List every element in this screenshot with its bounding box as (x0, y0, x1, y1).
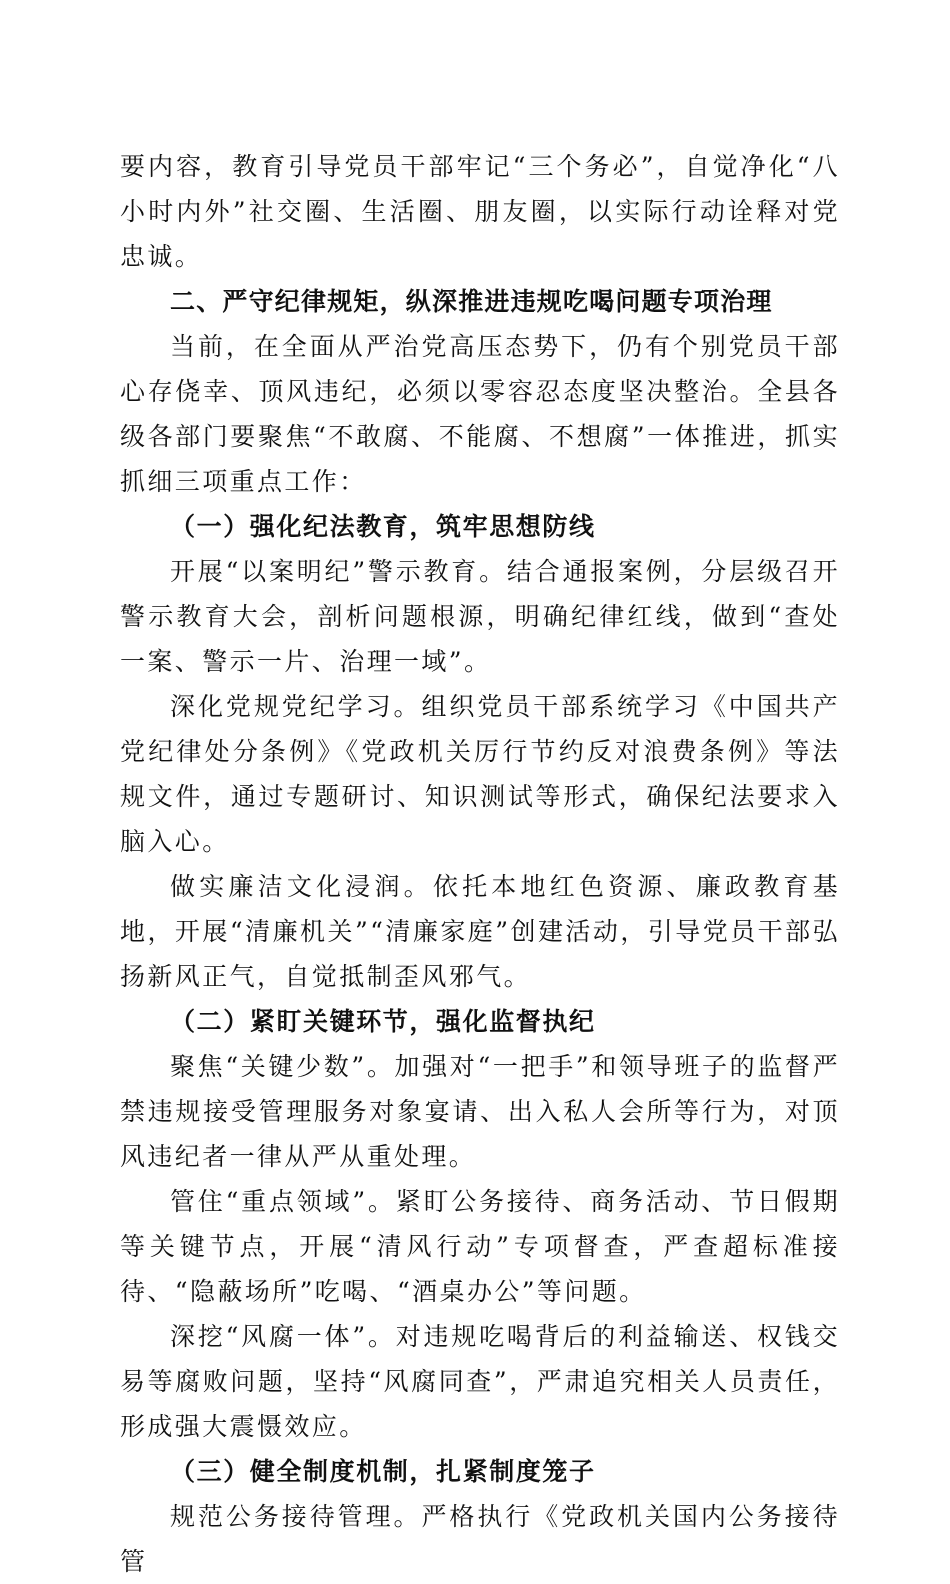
paragraph-intro: 当前，在全面从严治党高压态势下，仍有个别党员干部心存侥幸、顶风违纪，必须以零容忍态度坚决整治。全县各级各部门要聚焦“不敢腐、不能腐、不想腐”一体推进，抓实抓细三项重点工作： (120, 332, 840, 496)
subheading-one: （一）强化纪法教育，筑牢思想防线 (170, 512, 596, 541)
paragraph-integrity-culture: 做实廉洁文化浸润。依托本地红色资源、廉政教育基地，开展“清廉机关”“清廉家庭”创建活动，引导党员干部弘扬新风正气，自觉抵制歪风邪气。 (120, 872, 840, 991)
paragraph-continuation: 要内容，教育引导党员干部牢记“三个务必”，自觉净化“八小时内外”社交圈、生活圈、朋友圈，以实际行动诠释对党忠诚。 (120, 152, 840, 271)
subheading-two: （二）紧盯关键环节，强化监督执纪 (170, 1007, 596, 1036)
section-heading-two: 二、严守纪律规矩，纵深推进违规吃喝问题专项治理 (170, 287, 773, 316)
paragraph-reception-management: 规范公务接待管理。严格执行《党政机关国内公务接待管 (120, 1502, 840, 1576)
paragraph-key-areas: 管住“重点领域”。紧盯公务接待、商务活动、节日假期等关键节点，开展“清风行动”专项督查，严查超标准接待、“隐蔽场所”吃喝、“酒桌办公”等问题。 (120, 1187, 840, 1306)
paragraph-party-rules-study: 深化党规党纪学习。组织党员干部系统学习《中国共产党纪律处分条例》《党政机关厉行节约反对浪费条例》等法规文件，通过专题研讨、知识测试等形式，确保纪法要求入脑入心。 (120, 692, 840, 856)
subheading-three: （三）健全制度机制，扎紧制度笼子 (170, 1457, 596, 1486)
paragraph-warning-education: 开展“以案明纪”警示教育。结合通报案例，分层级召开警示教育大会，剖析问题根源，明确纪律红线，做到“查处一案、警示一片、治理一域”。 (120, 557, 840, 676)
document-body (120, 144, 840, 1584)
paragraph-key-minority: 聚焦“关键少数”。加强对“一把手”和领导班子的监督严禁违规接受管理服务对象宴请、出入私人会所等行为，对顶风违纪者一律从严从重处理。 (120, 1052, 840, 1171)
paragraph-style-corruption: 深挖“风腐一体”。对违规吃喝背后的利益输送、权钱交易等腐败问题，坚持“风腐同查”，严肃追究相关人员责任，形成强大震慑效应。 (120, 1322, 840, 1441)
